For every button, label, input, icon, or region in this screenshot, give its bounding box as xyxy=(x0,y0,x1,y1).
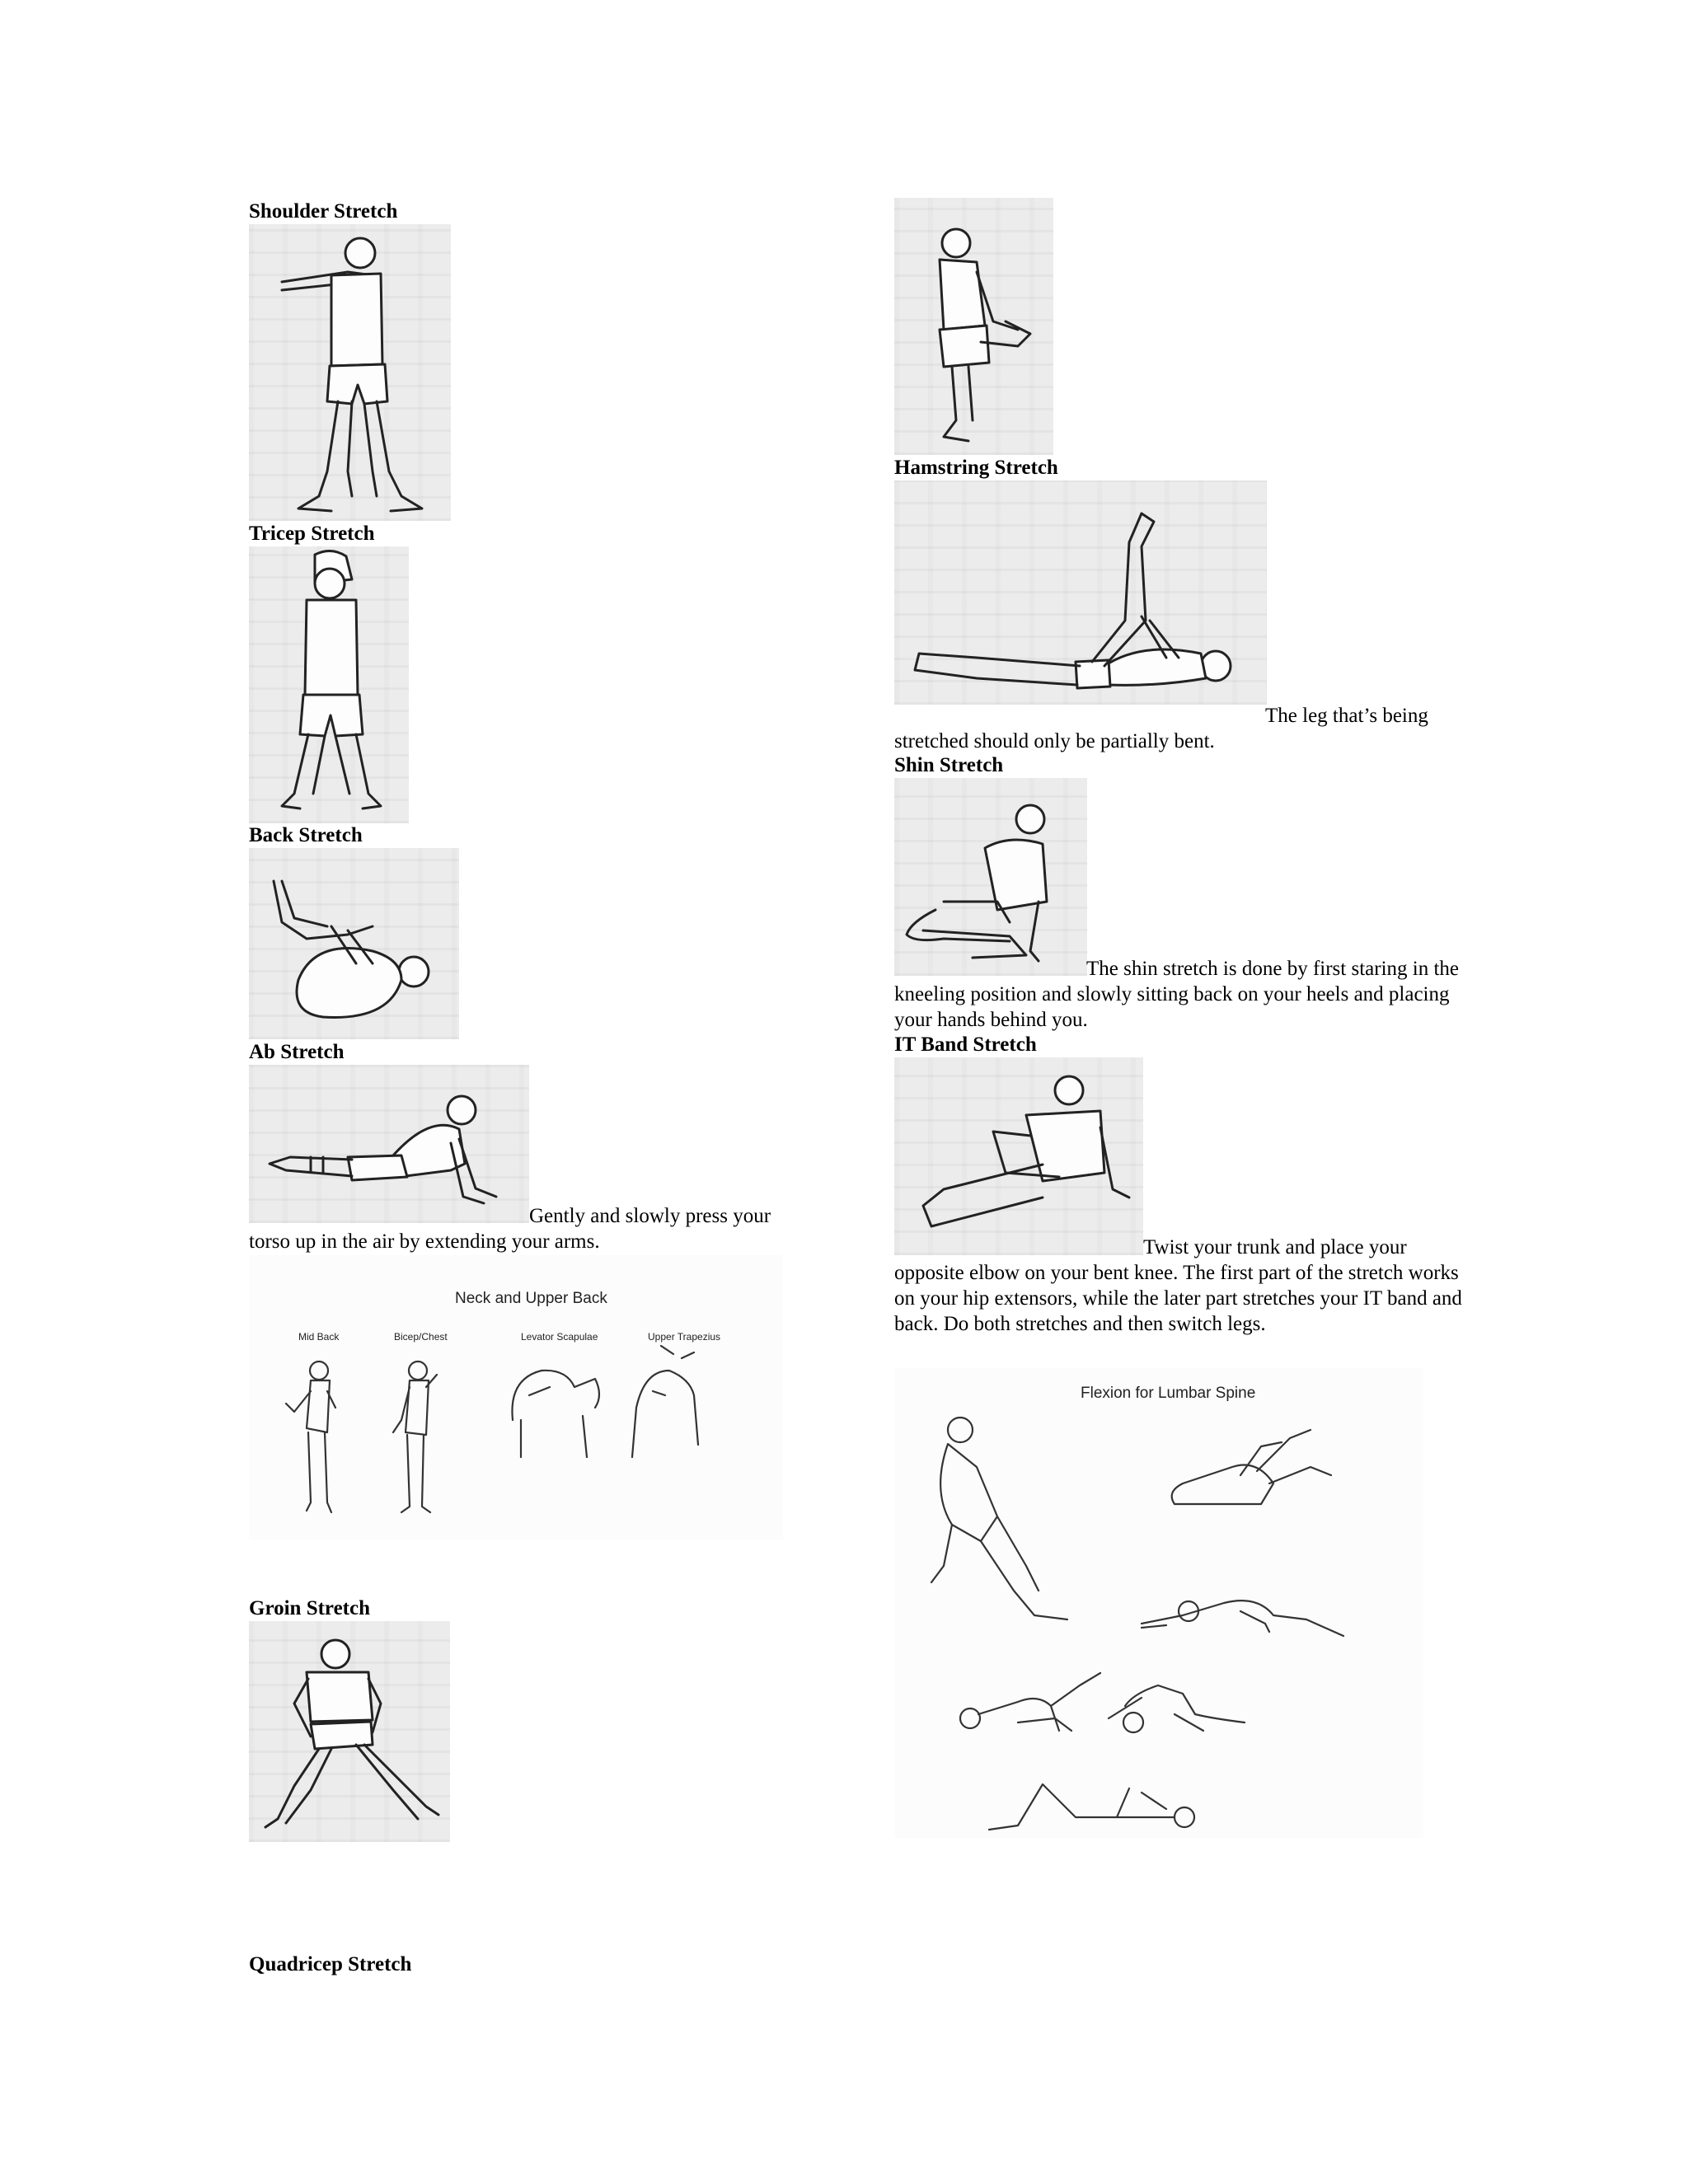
shoulder-figure-icon xyxy=(249,224,451,521)
bicep-chest-label: Bicep/Chest xyxy=(394,1331,448,1343)
shin-stretch-caption: The shin stretch is done by first staring in the kneeling position and slowly sitting back on your heels and placing your hands behind you. xyxy=(894,958,1460,1031)
back-stretch-heading: Back Stretch xyxy=(249,824,363,846)
shoulder-stretch-illustration xyxy=(249,224,451,521)
it-band-stretch-heading: IT Band Stretch xyxy=(894,1033,1037,1056)
hamstring-stretch-illustration xyxy=(894,480,1267,705)
it-band-stretch-illustration xyxy=(894,1057,1143,1255)
hamstring-figure-icon xyxy=(894,480,1267,705)
it-band-stretch-caption: Twist your trunk and place your opposite elbow on your bent knee. The first part of the stretch works on your hip extensors, while the later part stretches your IT band and back. Do both stretches and then switch legs. xyxy=(894,1236,1462,1335)
groin-figure-icon xyxy=(249,1621,450,1842)
shin-stretch-heading: Shin Stretch xyxy=(894,754,1004,776)
levator-scapulae-label: Levator Scapulae xyxy=(521,1331,598,1343)
neck-upper-back-diagram xyxy=(249,1255,783,1540)
quadricep-stretch-illustration xyxy=(894,198,1053,455)
back-figure-icon xyxy=(249,848,459,1039)
back-stretch-illustration xyxy=(249,848,459,1039)
tricep-stretch-heading: Tricep Stretch xyxy=(249,523,375,545)
shin-figure-icon xyxy=(894,778,1087,976)
lumbar-stretch-figures-icon xyxy=(894,1368,1423,1838)
tricep-figure-icon xyxy=(249,546,409,823)
neck-diagram-title: Neck and Upper Back xyxy=(455,1290,607,1307)
ab-stretch-illustration xyxy=(249,1065,529,1223)
groin-stretch-illustration xyxy=(249,1621,450,1842)
hamstring-stretch-caption: The leg that’s being stretched should only be partially bent. xyxy=(894,705,1428,752)
quadricep-figure-icon xyxy=(894,198,1053,455)
shin-stretch-illustration xyxy=(894,778,1087,976)
upper-trapezius-label: Upper Trapezius xyxy=(648,1331,721,1343)
ab-stretch-caption: Gently and slowly press your torso up in the air by extending your arms. xyxy=(249,1205,771,1253)
shoulder-stretch-heading: Shoulder Stretch xyxy=(249,200,398,223)
ab-figure-icon xyxy=(249,1065,529,1223)
ab-stretch-heading: Ab Stretch xyxy=(249,1041,345,1063)
quadricep-stretch-heading: Quadricep Stretch xyxy=(249,1953,412,1975)
it-band-figure-icon xyxy=(894,1057,1143,1255)
groin-stretch-heading: Groin Stretch xyxy=(249,1597,370,1619)
lumbar-diagram-title: Flexion for Lumbar Spine xyxy=(1081,1385,1256,1402)
mid-back-label: Mid Back xyxy=(298,1331,340,1343)
lumbar-flexion-diagram xyxy=(894,1368,1423,1838)
tricep-stretch-illustration xyxy=(249,546,409,823)
hamstring-stretch-heading: Hamstring Stretch xyxy=(894,457,1058,479)
neck-stretch-figures-icon xyxy=(249,1255,783,1540)
